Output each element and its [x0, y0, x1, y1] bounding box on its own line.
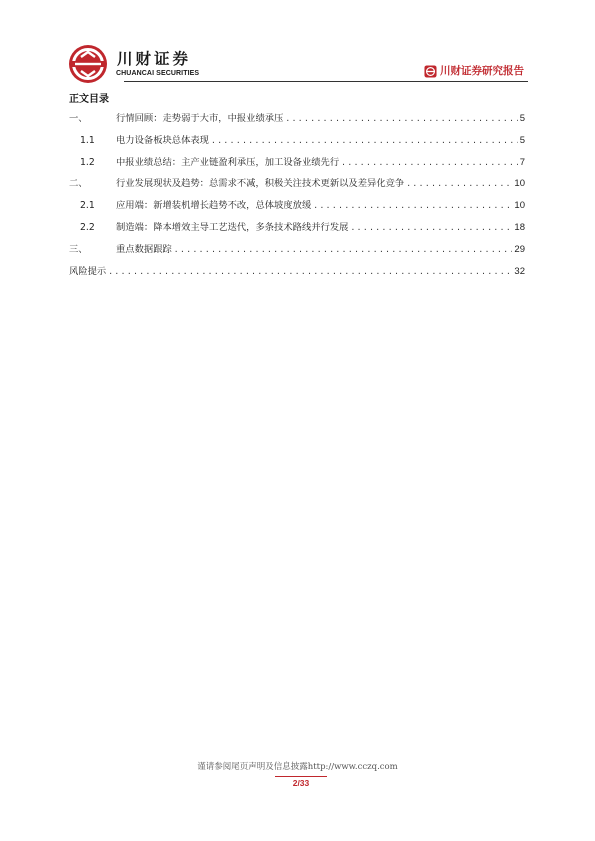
dot-leader — [211, 136, 518, 145]
toc-entry-page: 32 — [514, 265, 525, 277]
toc-entry-title: 行情回顾：走势弱于大市，中报业绩承压 — [116, 113, 284, 124]
toc-entry-number: 2.2 — [80, 221, 95, 233]
toc-entry[interactable] — [69, 197, 525, 219]
toc-entry-page: 10 — [514, 178, 525, 190]
toc-entry-number: 三、 — [69, 243, 88, 255]
toc-title: 正文目录 — [69, 94, 109, 105]
toc-entry[interactable] — [69, 154, 525, 176]
dot-leader — [341, 158, 518, 167]
toc-entry-number: 1.1 — [80, 134, 95, 146]
toc-entry-title: 电力设备板块总体表现 — [116, 134, 209, 146]
toc-entry-number: 二、 — [69, 178, 88, 190]
toc-entry-page: 10 — [514, 200, 525, 212]
toc-entry-title: 中报业绩总结：主产业链盈利承压，加工设备业绩先行 — [116, 156, 340, 168]
toc-entry-page: 18 — [514, 221, 525, 233]
toc-entry[interactable] — [69, 132, 525, 154]
table-of-contents — [69, 110, 525, 284]
toc-entry[interactable] — [69, 263, 525, 285]
header-divider — [124, 81, 528, 82]
toc-entry[interactable] — [69, 219, 525, 241]
dot-leader — [285, 114, 517, 123]
brand-name-cn: 川财证券 — [117, 50, 192, 68]
toc-entry-number: 一、 — [69, 113, 88, 124]
toc-entry-page: 5 — [519, 113, 525, 124]
toc-entry-number: 2.1 — [80, 200, 95, 212]
dot-leader — [313, 201, 512, 210]
report-logo-icon — [424, 65, 437, 78]
disclaimer-note: 谨请参阅尾页声明及信息披露http://www.cczq.com — [197, 762, 398, 772]
toc-entry[interactable] — [69, 175, 525, 197]
dot-leader — [406, 179, 512, 188]
toc-entry-page: 7 — [519, 156, 525, 168]
toc-entry-title: 行业发展现状及趋势：总需求不减，积极关注技术更新以及差异化竞争 — [116, 178, 405, 190]
dot-leader — [174, 245, 513, 254]
page-header — [68, 44, 528, 84]
toc-entry-title: 重点数据跟踪 — [116, 243, 172, 255]
toc-entry[interactable] — [69, 241, 525, 263]
toc-entry-title: 应用端：新增装机增长趋势不改，总体坡度放缓 — [116, 200, 312, 212]
dot-leader — [108, 267, 512, 276]
toc-entry-title: 制造端：降本增效主导工艺迭代，多条技术路线并行发展 — [116, 221, 349, 233]
chuancai-logo-icon — [68, 44, 108, 84]
toc-entry-page: 29 — [514, 243, 525, 255]
toc-entry-page: 5 — [519, 134, 525, 146]
brand-name-en: CHUANCAI SECURITIES — [116, 70, 200, 77]
dot-leader — [350, 223, 512, 232]
report-tag — [424, 65, 528, 79]
report-type-label: 川财证券研究报告 — [440, 65, 524, 77]
toc-entry-title: 风险提示 — [69, 265, 107, 277]
toc-entry[interactable] — [69, 110, 525, 132]
toc-entry-number: 1.2 — [80, 156, 95, 168]
page-number: 2/33 — [275, 776, 327, 789]
